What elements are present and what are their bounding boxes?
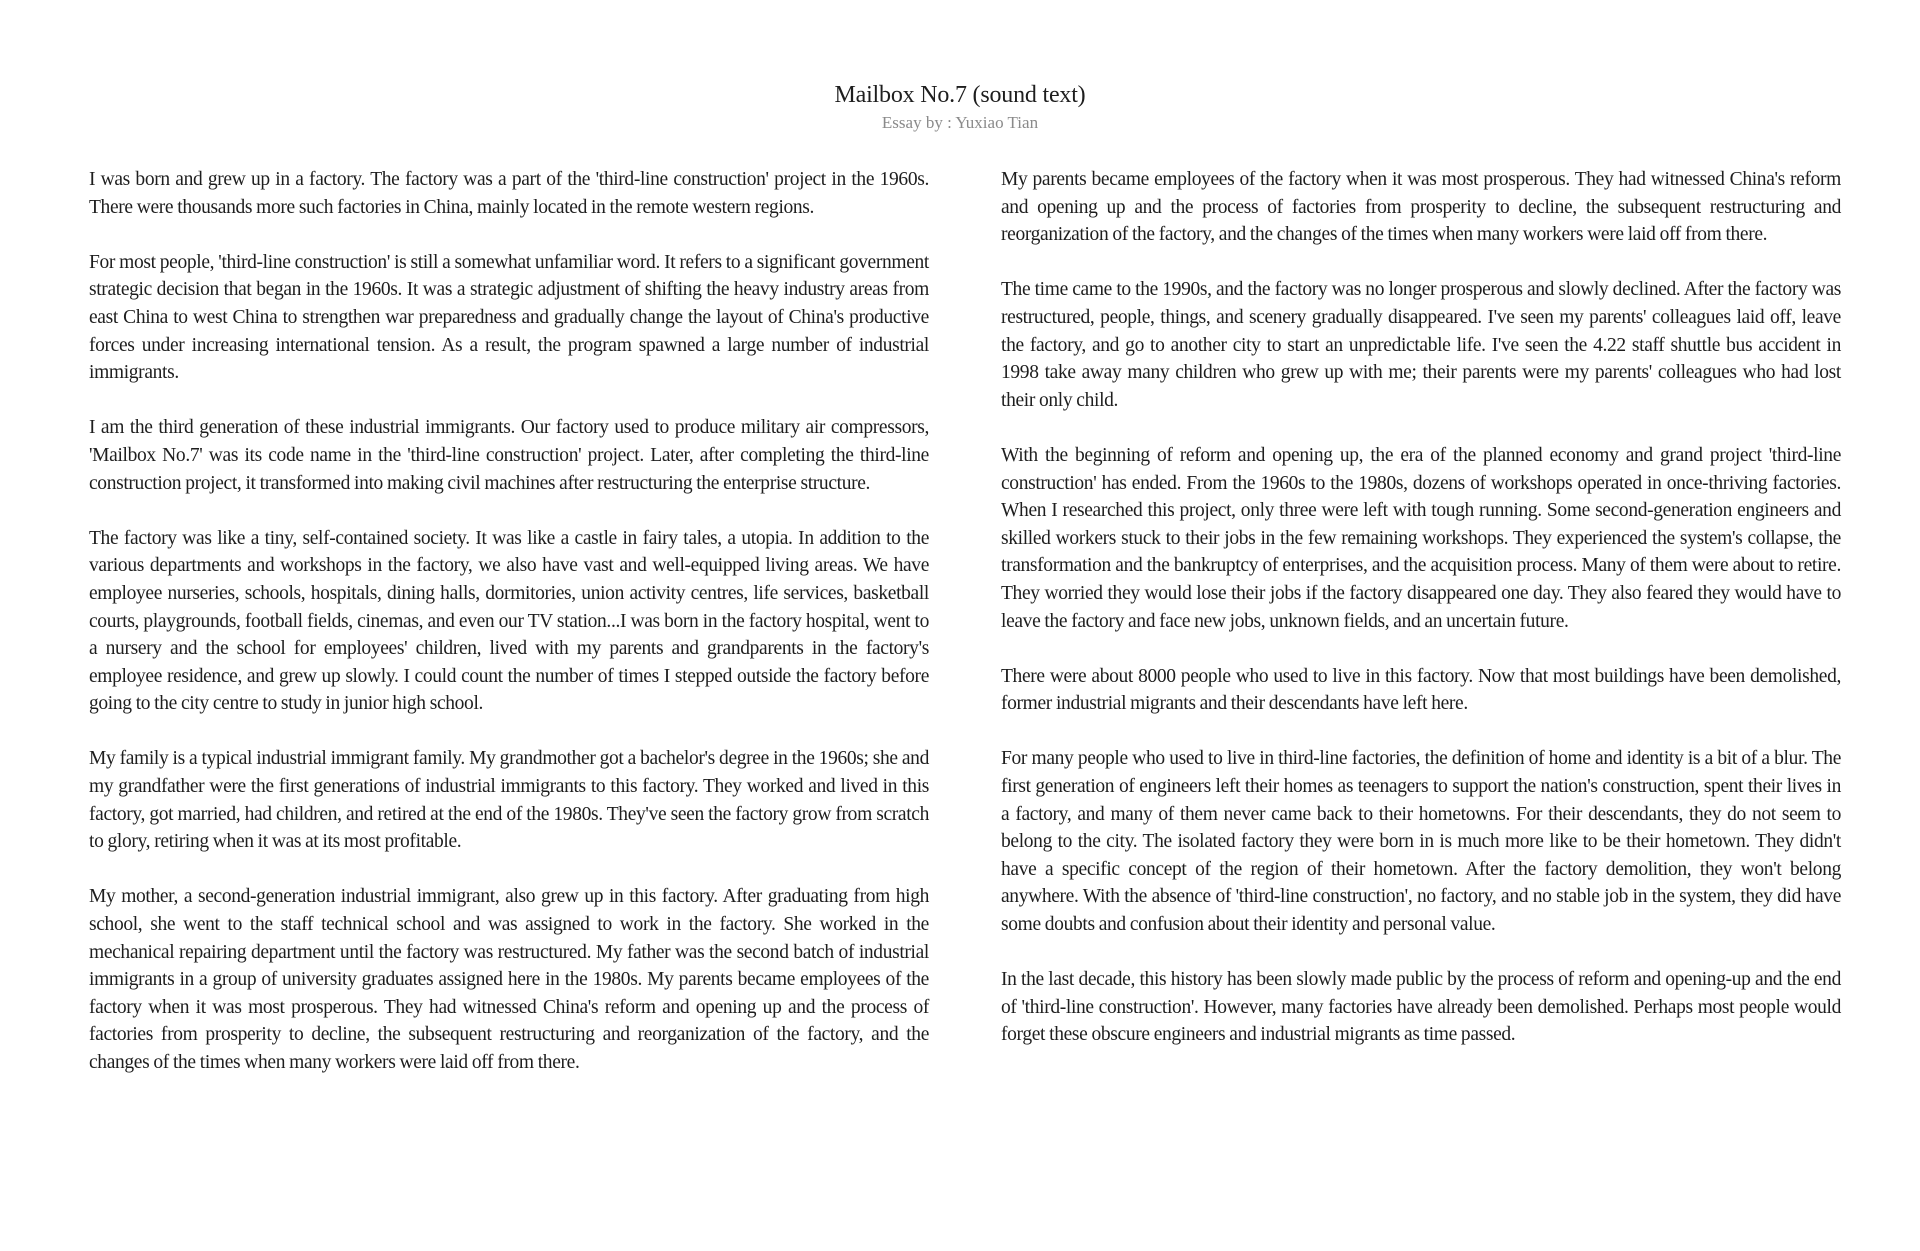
paragraph: I am the third generation of these industrial immigrants. Our factory used to produce military air compressors, 'Mailbox No.7' was its code name in the 'third-line construction' project. Later, after completing the third-line construction project, it transformed into making civil machines after restructuring the enterprise structure.	[89, 417, 929, 494]
paragraph: My mother, a second-generation industrial immigrant, also grew up in this factory. After graduating from high school, she went to the staff technical school and was assigned to work in the factory. She worked in the mechanical repairing department until the factory was restructured. My father was the second batch of industrial immigrants in a group of university graduates assigned here in the 1980s. My parents became employees of the factory when it was most prosperous. They had witnessed China's reform and opening up and the process of factories from prosperity to decline, the subsequent restructuring and reorganization of the factory, and the changes of the times when many workers were laid off from there.	[89, 886, 929, 1073]
essay-author: Essay by : Yuxiao Tian	[881, 113, 1039, 132]
paragraph: I was born and grew up in a factory. The factory was a part of the 'third-line construction' project in the 1960s. There were thousands more such factories in China, mainly located in the remote western regions.	[89, 169, 929, 218]
left-column	[89, 166, 929, 1104]
paragraph: My family is a typical industrial immigrant family. My grandmother got a bachelor's degree in the 1960s; she and my grandfather were the first generations of industrial immigrants to this factory. They worked and lived in this factory, got married, had children, and retired at the end of the 1980s. They've seen the factory grow from scratch to glory, retiring when it was at its most profitable.	[89, 748, 929, 853]
paragraph: The time came to the 1990s, and the factory was no longer prosperous and slowly declined. After the factory was restructured, people, things, and scenery gradually disappeared. I've seen my parents' colleagues laid off, leave the factory, and go to another city to start an unpredictable life. I've seen the 4.22 staff shuttle bus accident in 1998 take away many children who grew up with me; their parents were my parents' colleagues who had lost their only child.	[1001, 279, 1841, 411]
essay-header	[0, 80, 1920, 134]
paragraph: There were about 8000 people who used to live in this factory. Now that most buildings have been demolished, former industrial migrants and their descendants have left here.	[1001, 665, 1841, 715]
right-column	[1001, 166, 1841, 1104]
paragraph: In the last decade, this history has been slowly made public by the process of reform and opening-up and the end of 'third-line construction'. However, many factories have already been demolished. Perhaps most people would forget these obscure engineers and industrial migrants as time passed.	[1001, 969, 1841, 1046]
essay-title: Mailbox No.7 (sound text)	[834, 82, 1086, 108]
paragraph: My parents became employees of the factory when it was most prosperous. They had witnessed China's reform and opening up and the process of factories from prosperity to decline, the subsequent restructuring and reorganization of the factory, and the changes of the times when many workers were laid off from there.	[1001, 169, 1841, 246]
essay-body	[89, 166, 1841, 1104]
paragraph: For many people who used to live in third-line factories, the definition of home and identity is a bit of a blur. The first generation of engineers left their homes as teenagers to support the nation's construction, spent their lives in a factory, and many of them never came back to their hometowns. For their descendants, they do not seem to belong to the city. The isolated factory they were born in is much more like to be their hometown. They didn't have a specific concept of the region of their hometown. After the factory demolition, they won't belong anywhere. With the absence of 'third-line construction', no factory, and no stable job in the system, they did have some doubts and confusion about their identity and personal value.	[1001, 748, 1841, 936]
paragraph: The factory was like a tiny, self-contained society. It was like a castle in fairy tales, a utopia. In addition to the various departments and workshops in the factory, we also have vast and well-equipped living areas. We have employee nurseries, schools, hospitals, dining halls, dormitories, union activity centres, life services, basketball courts, playgrounds, football fields, cinemas, and even our TV station...I was born in the factory hospital, went to a nursery and the school for employees' children, lived with my parents and grandparents in the factory's employee residence, and grew up slowly. I could count the number of times I stepped outside the factory before going to the city centre to study in junior high school.	[89, 527, 929, 715]
paragraph: For most people, 'third-line construction' is still a somewhat unfamiliar word. It refers to a significant government strategic decision that began in the 1960s. It was a strategic adjustment of shifting the heavy industry areas from east China to west China to strengthen war preparedness and gradually change the layout of China's productive forces under increasing international tension. As a result, the program spawned a large number of industrial immigrants.	[89, 251, 929, 384]
paragraph: With the beginning of reform and opening up, the era of the planned economy and grand project 'third-line construction' has ended. From the 1960s to the 1980s, dozens of workshops operated in once-thriving factories. When I researched this project, only three were left with tough running. Some second-generation engineers and skilled workers stuck to their jobs in the few remaining workshops. They experienced the system's collapse, the transformation and the bankruptcy of enterprises, and the acquisition process. Many of them were about to retire. They worried they would lose their jobs if the factory disappeared one day. They also feared they would have to leave the factory and face new jobs, unknown fields, and an uncertain future.	[1001, 444, 1841, 632]
